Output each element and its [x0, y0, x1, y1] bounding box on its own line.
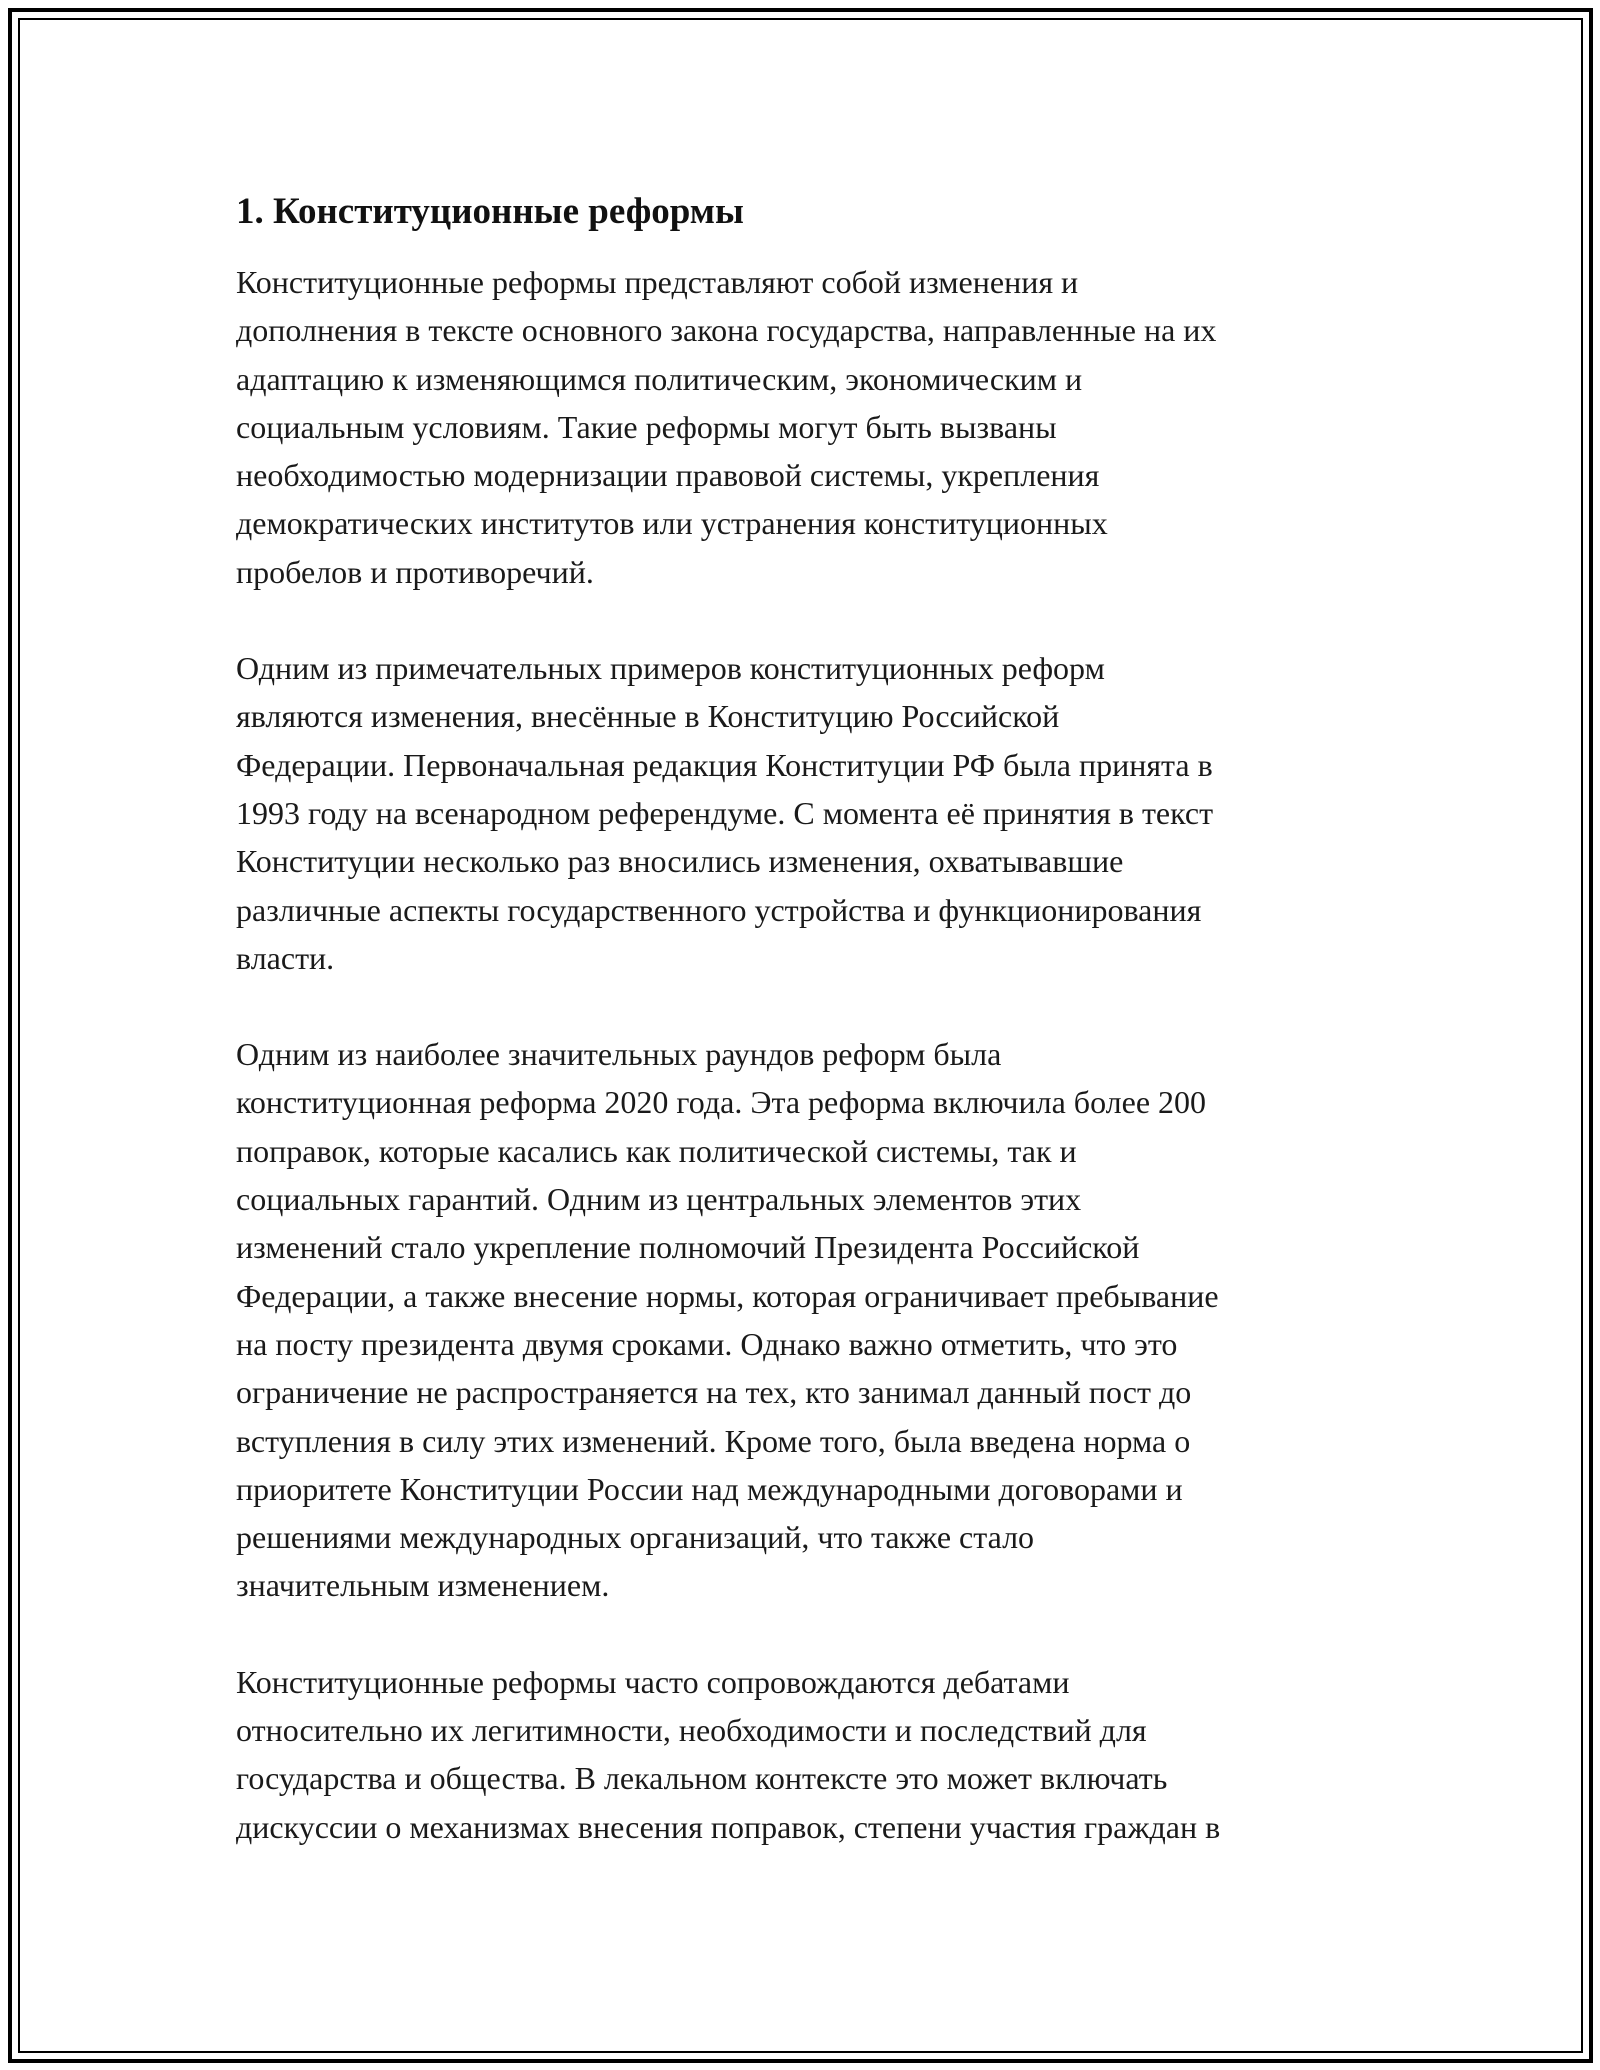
section-heading: 1. Конституционные реформы — [236, 191, 744, 232]
text-line: социальных гарантий. Одним из центральных элементов этих — [236, 1181, 1082, 1218]
text-line: пробелов и противоречий. — [236, 553, 594, 590]
text-line: на посту президента двумя сроками. Однако важно отметить, что это — [236, 1325, 1178, 1362]
text-line: 1993 году на всенародном референдуме. С момента её принятия в текст — [236, 794, 1214, 831]
text-line: Федерации, а также внесение нормы, которая ограничивает пребывание — [236, 1277, 1219, 1314]
text-line: различные аспекты государственного устройства и функционирования — [236, 891, 1202, 928]
text-line: дискуссии о механизмах внесения поправок, степени участия граждан в — [236, 1808, 1221, 1845]
text-line: Конституционные реформы часто сопровождаются дебатами — [236, 1663, 1070, 1700]
text-line: относительно их легитимности, необходимости и последствий для — [236, 1712, 1147, 1749]
paragraph-reform-2020 — [236, 1030, 1376, 1610]
text-line: демократических институтов или устранения конституционных — [236, 505, 1108, 542]
text-line: являются изменения, внесённые в Конституцию Российской — [236, 698, 1060, 735]
text-line: поправок, которые касались как политической системы, так и — [236, 1132, 1077, 1169]
text-line: изменений стало укрепление полномочий Президента Российской — [236, 1229, 1140, 1266]
text-line: значительным изменением. — [236, 1567, 610, 1604]
text-line: конституционная реформа 2020 года. Эта реформа включила более 200 — [236, 1084, 1207, 1121]
text-line: приоритете Конституции России над международными договорами и — [236, 1470, 1183, 1507]
text-line: Конституционные реформы представляют собой изменения и — [236, 264, 1079, 300]
text-line: решениями международных организаций, что также стало — [236, 1519, 1035, 1556]
paragraph-intro — [236, 258, 1376, 596]
text-line: адаптацию к изменяющимся политическим, экономическим и — [236, 360, 1083, 397]
document-body — [236, 186, 1376, 1851]
paragraph-debates — [236, 1658, 1376, 1851]
text-line: Федерации. Первоначальная редакция Конституции РФ была принята в — [236, 746, 1213, 783]
text-line: ограничение не распространяется на тех, кто занимал данный пост до — [236, 1374, 1192, 1411]
text-line: необходимостью модернизации правовой системы, укрепления — [236, 457, 1100, 494]
text-line: государства и общества. В лекальном контексте это может включать — [236, 1760, 1168, 1797]
text-line: вступления в силу этих изменений. Кроме того, была введена норма о — [236, 1422, 1191, 1459]
text-line: Конституции несколько раз вносились изменения, охватывавшие — [236, 843, 1124, 880]
text-line: социальным условиям. Такие реформы могут быть вызваны — [236, 408, 1057, 445]
text-line: дополнения в тексте основного закона государства, направленные на их — [236, 312, 1217, 349]
text-line: власти. — [236, 939, 335, 976]
text-line: Одним из наиболее значительных раундов реформ была — [236, 1036, 1002, 1073]
text-line: Одним из примечательных примеров конституционных реформ — [236, 650, 1105, 687]
paragraph-example — [236, 644, 1376, 982]
